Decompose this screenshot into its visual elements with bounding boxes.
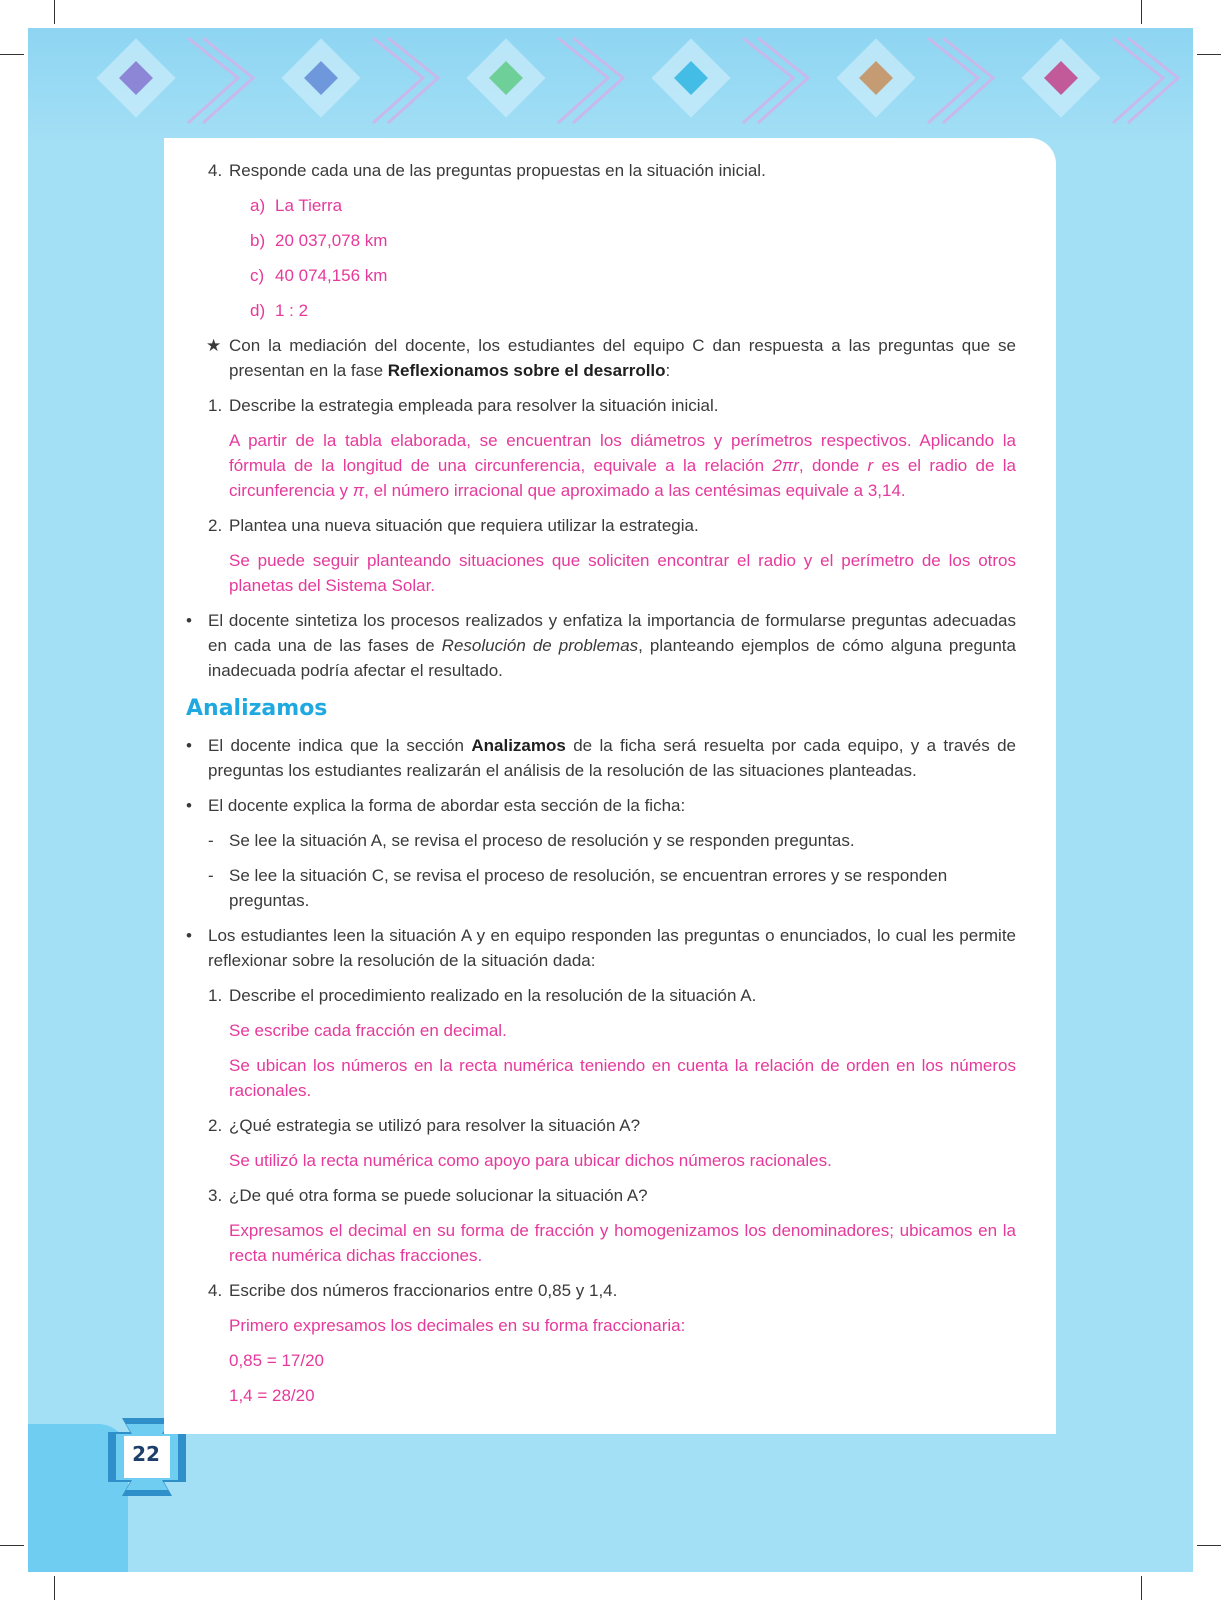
question-text: ¿Qué estrategia se utilizó para resolver la situación A?	[229, 1116, 641, 1135]
question-text: Plantea una nueva situación que requiera utilizar la estrategia.	[229, 516, 699, 535]
question-item	[186, 1278, 1016, 1303]
bullet-text: , planteando ejemplos de cómo alguna pregunta inadecuada podría afectar el resultado.	[208, 636, 1016, 680]
question-item	[186, 983, 1016, 1008]
diamond-pattern-icon	[28, 28, 1193, 143]
answer-letter: a)	[250, 196, 266, 215]
answer-text: La Tierra	[275, 196, 343, 215]
decorative-header-band	[28, 28, 1193, 143]
bullet-text: Los estudiantes leen la situación A y en equipo responden las preguntas o enunciados, lo cual les permite reflexionar sobre la resolución de la situación dada:	[208, 926, 1016, 970]
answer-letter: b)	[250, 231, 266, 250]
crop-mark	[0, 1545, 24, 1546]
answer-text: es el radio de la circunferencia y	[229, 456, 1016, 500]
bullet-text: El docente sintetiza los procesos realizados y enfatiza la importancia de formularse preguntas adecuadas en cada una de las fases de	[208, 611, 1016, 655]
section-heading: Analizamos	[186, 696, 328, 721]
answer-text: , donde	[798, 456, 868, 475]
dash-text: Se lee la situación C, se revisa el proceso de resolución, se encuentran errores y se responden preguntas.	[229, 866, 948, 910]
answer-text: 1 : 2	[275, 301, 309, 320]
star-bold-text: Reflexionamos sobre el desarrollo	[387, 361, 666, 380]
answer-text: , el número irracional que aproximado a las centésimas equivale a 3,14.	[364, 481, 906, 500]
bullet-item	[186, 923, 1016, 973]
answer-paragraph: Se utilizó la recta numérica como apoyo para ubicar dichos números racionales.	[229, 1151, 832, 1170]
crop-mark	[1141, 0, 1142, 24]
answer-item	[207, 193, 1016, 218]
italic-text: Resolución de problemas	[441, 636, 639, 655]
bullet-icon: •	[186, 736, 192, 755]
answer-paragraph: Expresamos el decimal en su forma de fracción y homogenizamos los denominadores; ubicamos en la recta numérica dichas fracciones.	[229, 1221, 1016, 1265]
question-text: ¿De qué otra forma se puede solucionar la situación A?	[229, 1186, 648, 1205]
question-item	[186, 1183, 1016, 1208]
answer-text: 40 074,156 km	[275, 266, 388, 285]
answer-paragraph: 1,4 = 28/20	[229, 1386, 315, 1405]
crop-mark	[1197, 1545, 1221, 1546]
dash-icon: -	[208, 831, 214, 850]
formula-text: 2πr	[772, 456, 799, 475]
answer-paragraph: Se escribe cada fracción en decimal.	[229, 1021, 507, 1040]
question-text: Escribe dos números fraccionarios entre 0,85 y 1,4.	[229, 1281, 618, 1300]
answer-item	[207, 298, 1016, 323]
crop-mark	[54, 0, 55, 24]
answer-item	[207, 263, 1016, 288]
dash-item	[186, 828, 1016, 853]
question-item	[186, 513, 1016, 538]
bullet-text: El docente explica la forma de abordar esta sección de la ficha:	[208, 796, 686, 815]
item-number: 4.	[208, 1281, 223, 1300]
star-icon: ★	[206, 336, 222, 355]
answer-text: A partir de la tabla elaborada, se encuentran los diámetros y perímetros respectivos. Aplicando la fórmula de la longitud de una circunferencia, equivale a la relación	[229, 431, 1016, 475]
item-number: 1.	[208, 986, 223, 1005]
answer-paragraph: Se ubican los números en la recta numérica teniendo en cuenta la relación de orden en los números racionales.	[229, 1056, 1016, 1100]
crop-mark	[54, 1576, 55, 1600]
answer-paragraph: Se puede seguir planteando situaciones que soliciten encontrar el radio y el perímetro de los otros planetas del Sistema Solar.	[229, 551, 1016, 595]
dash-icon: -	[208, 866, 214, 885]
answer-paragraph: 0,85 = 17/20	[229, 1351, 325, 1370]
question-item	[186, 158, 1016, 183]
crop-mark	[1141, 1576, 1142, 1600]
star-item	[186, 333, 1016, 383]
answer-paragraph: Primero expresamos los decimales en su forma fraccionaria:	[229, 1316, 686, 1335]
content-page	[164, 138, 1056, 1434]
star-text-end: :	[665, 361, 671, 380]
dash-text: Se lee la situación A, se revisa el proceso de resolución y se responden preguntas.	[229, 831, 855, 850]
bullet-icon: •	[186, 926, 192, 945]
star-text: Con la mediación del docente, los estudiantes del equipo C dan respuesta a las preguntas que se presentan en la fase	[229, 336, 1016, 380]
question-text: Describe la estrategia empleada para resolver la situación inicial.	[229, 396, 719, 415]
bullet-icon: •	[186, 796, 192, 815]
bold-text: Analizamos	[471, 736, 566, 755]
page-content	[186, 158, 1016, 1418]
bullet-text: de la ficha será resuelta por cada equipo, y a través de preguntas los estudiantes realizarán el análisis de la resolución de las situaciones planteadas.	[208, 736, 1016, 780]
crop-mark	[1197, 54, 1221, 55]
pi-symbol: π	[352, 481, 365, 500]
item-number: 3.	[208, 1186, 223, 1205]
bullet-item	[186, 608, 1016, 683]
item-number: 1.	[208, 396, 223, 415]
bullet-icon: •	[186, 611, 192, 630]
variable-text: r	[867, 456, 874, 475]
bullet-item	[186, 733, 1016, 783]
question-item	[186, 393, 1016, 418]
item-number: 4.	[208, 161, 223, 180]
item-number: 2.	[208, 1116, 223, 1135]
bullet-item	[186, 793, 1016, 818]
page-number: 22	[132, 1442, 160, 1466]
question-text: Describe el procedimiento realizado en la resolución de la situación A.	[229, 986, 757, 1005]
answer-text: 20 037,078 km	[275, 231, 388, 250]
question-text: Responde cada una de las preguntas propuestas en la situación inicial.	[229, 161, 766, 180]
item-number: 2.	[208, 516, 223, 535]
question-item	[186, 1113, 1016, 1138]
answer-item	[207, 228, 1016, 253]
answer-letter: d)	[250, 301, 266, 320]
answer-paragraph	[186, 428, 1016, 503]
answer-letter: c)	[250, 266, 265, 285]
bullet-text: El docente indica que la sección	[208, 736, 472, 755]
dash-item	[186, 863, 1016, 913]
crop-mark	[0, 54, 24, 55]
